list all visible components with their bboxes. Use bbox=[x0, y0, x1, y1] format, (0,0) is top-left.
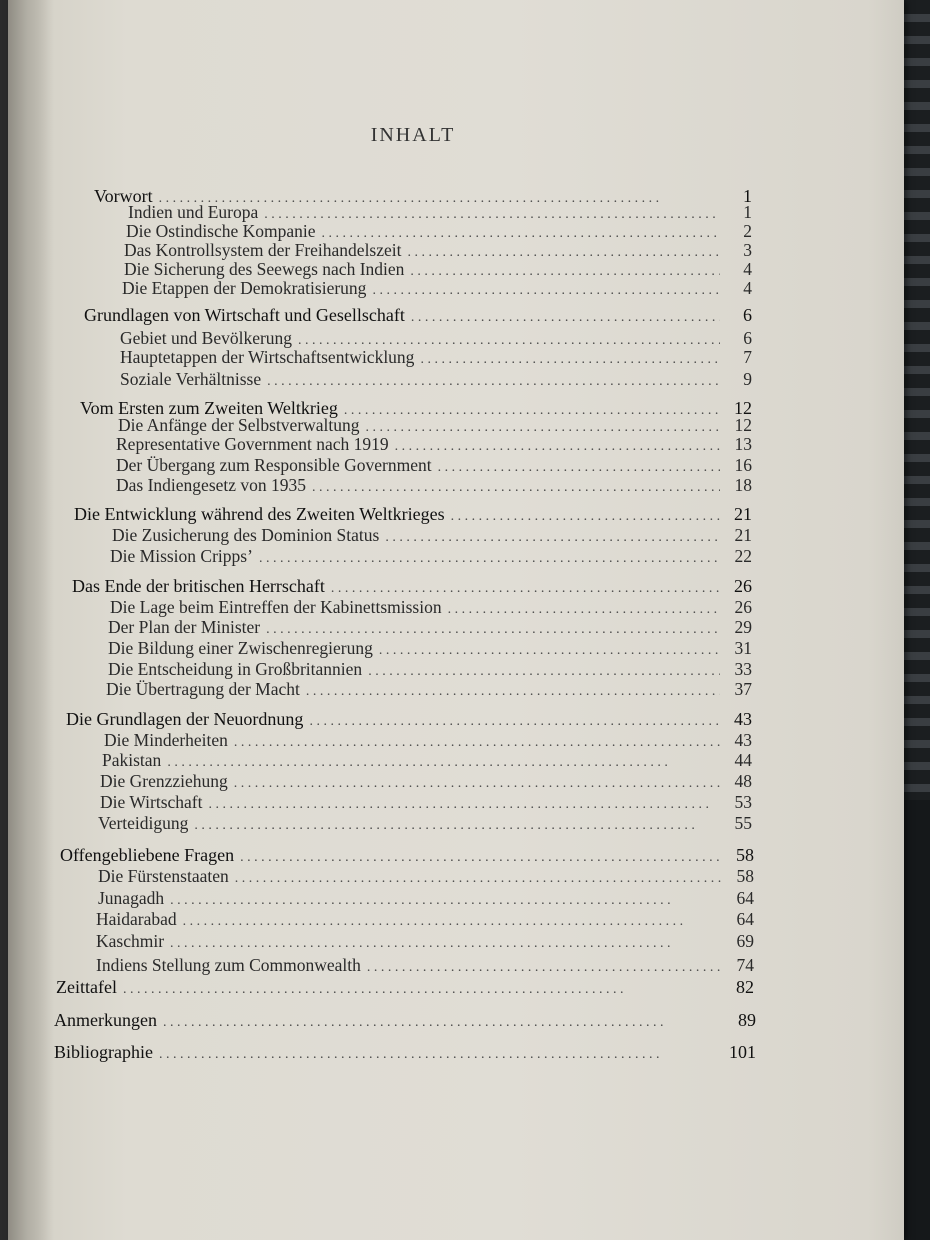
toc-subsection bbox=[110, 597, 752, 619]
toc-subsection bbox=[108, 659, 752, 681]
toc-page-number: 37 bbox=[734, 679, 752, 699]
toc-subsection bbox=[116, 434, 752, 456]
toc-page-number: 64 bbox=[736, 888, 754, 908]
dot-leader bbox=[234, 735, 720, 751]
dot-leader bbox=[183, 914, 722, 930]
toc-page-number: 64 bbox=[736, 909, 754, 929]
toc-page-number: 4 bbox=[743, 259, 752, 279]
toc-entry-title: Die Wirtschaft bbox=[100, 792, 203, 812]
toc-subsection bbox=[100, 792, 752, 814]
toc-entry-title: Anmerkungen bbox=[54, 1010, 157, 1030]
dot-leader bbox=[170, 893, 722, 909]
dot-leader bbox=[234, 776, 720, 792]
toc-entry-title: Die Fürstenstaaten bbox=[98, 866, 229, 886]
toc-subsection bbox=[112, 525, 752, 547]
dot-leader bbox=[123, 982, 722, 998]
toc-entry-title: Der Plan der Minister bbox=[108, 617, 261, 637]
toc-entry-title: Die Minderheiten bbox=[104, 730, 228, 750]
toc-page-number: 58 bbox=[736, 845, 754, 865]
toc-page-number: 29 bbox=[734, 617, 752, 637]
toc-entry-title: Indiens Stellung zum Commonwealth bbox=[96, 955, 361, 975]
dot-leader bbox=[372, 283, 720, 299]
toc-page-number: 18 bbox=[734, 475, 752, 495]
toc-page-number: 21 bbox=[734, 504, 752, 524]
toc-entry-title: Die Grenzziehung bbox=[100, 771, 228, 791]
toc-entry-title: Grundlagen von Wirtschaft und Gesellschaft bbox=[84, 305, 405, 325]
toc-page-number: 69 bbox=[736, 931, 754, 951]
toc-page-number: 44 bbox=[734, 750, 752, 770]
toc-subsection bbox=[106, 679, 752, 701]
toc-entry-title: Representative Government nach 1919 bbox=[116, 434, 389, 454]
toc-entry-title: Soziale Verhältnisse bbox=[120, 369, 262, 389]
dot-leader bbox=[159, 1047, 723, 1063]
toc-page-number: 4 bbox=[743, 278, 752, 298]
toc-entry-title: Der Übergang zum Responsible Government bbox=[116, 455, 432, 475]
toc-entry-title: Bibliographie bbox=[54, 1042, 153, 1062]
toc-chapter bbox=[60, 845, 754, 867]
toc-page-number: 12 bbox=[734, 415, 752, 435]
toc-entry-title: Die Grundlagen der Neuordnung bbox=[66, 709, 304, 729]
toc-subsection bbox=[98, 866, 754, 888]
dot-leader bbox=[448, 602, 720, 618]
toc-entry-title: Junagadh bbox=[98, 888, 165, 908]
toc-entry-title: Gebiet und Bevölkerung bbox=[120, 328, 293, 348]
toc-page-number: 12 bbox=[734, 398, 752, 418]
toc-entry-title: Kaschmir bbox=[96, 931, 165, 951]
toc-entry-title: Die Bildung einer Zwischenregierung bbox=[108, 638, 373, 658]
toc-chapter bbox=[56, 977, 754, 999]
toc-page-number: 21 bbox=[734, 525, 752, 545]
dot-leader bbox=[170, 936, 722, 952]
dot-leader bbox=[438, 460, 720, 476]
dot-leader bbox=[235, 871, 722, 887]
dot-leader bbox=[368, 664, 720, 680]
toc-entry-title: Pakistan bbox=[102, 750, 162, 770]
toc-entry-title: Die Mission Cripps’ bbox=[110, 546, 253, 566]
toc-page-number: 26 bbox=[734, 576, 752, 596]
toc-entry-title: Indien und Europa bbox=[128, 202, 259, 222]
dot-leader bbox=[266, 622, 720, 638]
toc-page-number: 26 bbox=[734, 597, 752, 617]
toc-page-number: 6 bbox=[743, 328, 752, 348]
toc-page-number: 53 bbox=[734, 792, 752, 812]
toc-entry-title: Die Zusicherung des Dominion Status bbox=[112, 525, 380, 545]
toc-subsection bbox=[102, 750, 752, 772]
toc-subsection bbox=[98, 813, 752, 835]
toc-page-number: 16 bbox=[734, 455, 752, 475]
toc-page-number: 43 bbox=[734, 730, 752, 750]
toc-entry-title: Das Kontrollsystem der Freihandelszeit bbox=[124, 240, 402, 260]
toc-subsection bbox=[96, 931, 754, 953]
toc-subsection bbox=[110, 546, 752, 568]
toc-entry-title: Die Übertragung der Macht bbox=[106, 679, 300, 699]
toc-page-number: 55 bbox=[734, 813, 752, 833]
toc-page-number: 48 bbox=[734, 771, 752, 791]
toc-entry-title: Die Ostindische Kompanie bbox=[126, 221, 316, 241]
dot-leader bbox=[331, 581, 720, 597]
toc-chapter bbox=[66, 709, 752, 731]
toc-page-number: 43 bbox=[734, 709, 752, 729]
toc-page-number: 82 bbox=[736, 977, 754, 997]
toc-page-number: 1 bbox=[743, 186, 752, 206]
dot-leader bbox=[194, 818, 720, 834]
toc-subsection bbox=[116, 475, 752, 497]
toc-page-number: 74 bbox=[736, 955, 754, 975]
dot-leader bbox=[267, 374, 720, 390]
toc-page-number: 58 bbox=[736, 866, 754, 886]
toc-entry-title: Das Ende der britischen Herrschaft bbox=[72, 576, 325, 596]
toc-chapter bbox=[54, 1042, 756, 1064]
dot-leader bbox=[312, 480, 720, 496]
toc-entry-title: Das Indiengesetz von 1935 bbox=[116, 475, 307, 495]
toc-entry-title: Offengebliebene Fragen bbox=[60, 845, 235, 865]
toc-page-number: 9 bbox=[743, 369, 752, 389]
dot-leader bbox=[451, 509, 720, 525]
dot-leader bbox=[167, 755, 720, 771]
dot-leader bbox=[259, 551, 720, 567]
toc-chapter bbox=[74, 504, 752, 526]
toc-subsection bbox=[96, 909, 754, 931]
toc-subsection bbox=[120, 347, 752, 369]
toc-entry-title: Verteidigung bbox=[98, 813, 189, 833]
dot-leader bbox=[420, 352, 720, 368]
toc-entry-title: Die Entscheidung in Großbritannien bbox=[108, 659, 363, 679]
toc-entry-title: Die Anfänge der Selbstverwaltung bbox=[118, 415, 360, 435]
dot-leader bbox=[395, 439, 720, 455]
toc-page-number: 1 bbox=[743, 202, 752, 222]
toc-subsection bbox=[122, 278, 752, 300]
toc-entry-title: Hauptetappen der Wirtschaftsentwicklung bbox=[120, 347, 415, 367]
toc-chapter bbox=[72, 576, 752, 598]
dot-leader bbox=[309, 714, 720, 730]
toc-entry-title: Zeittafel bbox=[56, 977, 117, 997]
toc-page-number: 33 bbox=[734, 659, 752, 679]
toc-page-number: 101 bbox=[729, 1042, 756, 1062]
dot-leader bbox=[163, 1015, 724, 1031]
toc-chapter bbox=[54, 1010, 756, 1032]
dot-leader bbox=[367, 960, 722, 976]
dot-leader bbox=[306, 684, 720, 700]
toc-chapter bbox=[84, 305, 752, 327]
toc-page-number: 89 bbox=[738, 1010, 756, 1030]
dot-leader bbox=[208, 797, 720, 813]
dot-leader bbox=[240, 850, 722, 866]
toc-entry-title: Vom Ersten zum Zweiten Weltkrieg bbox=[80, 398, 338, 418]
page-title: INHALT bbox=[370, 124, 456, 146]
toc-page-number: 2 bbox=[743, 221, 752, 241]
dot-leader bbox=[385, 530, 720, 546]
toc-subsection bbox=[104, 730, 752, 752]
toc-entry-title: Die Lage beim Eintreffen der Kabinettsmission bbox=[110, 597, 442, 617]
toc-subsection bbox=[96, 955, 754, 977]
toc-page-number: 22 bbox=[734, 546, 752, 566]
toc-subsection bbox=[108, 617, 752, 639]
toc-subsection bbox=[120, 369, 752, 391]
dot-leader bbox=[411, 310, 720, 326]
dot-leader bbox=[379, 643, 720, 659]
toc-page-number: 7 bbox=[743, 347, 752, 367]
toc-entry-title: Die Entwicklung während des Zweiten Weltkrieges bbox=[74, 504, 445, 524]
toc-entry-title: Vorwort bbox=[94, 186, 153, 206]
toc-page-number: 6 bbox=[743, 305, 752, 325]
toc-entry-title: Haidarabad bbox=[96, 909, 177, 929]
toc-page-number: 31 bbox=[734, 638, 752, 658]
toc-entry-title: Die Sicherung des Seewegs nach Indien bbox=[124, 259, 405, 279]
toc-subsection bbox=[100, 771, 752, 793]
toc-subsection bbox=[116, 455, 752, 477]
toc-page-number: 3 bbox=[743, 240, 752, 260]
toc-entry-title: Die Etappen der Demokratisierung bbox=[122, 278, 367, 298]
toc-subsection bbox=[108, 638, 752, 660]
toc-page-number: 13 bbox=[734, 434, 752, 454]
toc-subsection bbox=[98, 888, 754, 910]
